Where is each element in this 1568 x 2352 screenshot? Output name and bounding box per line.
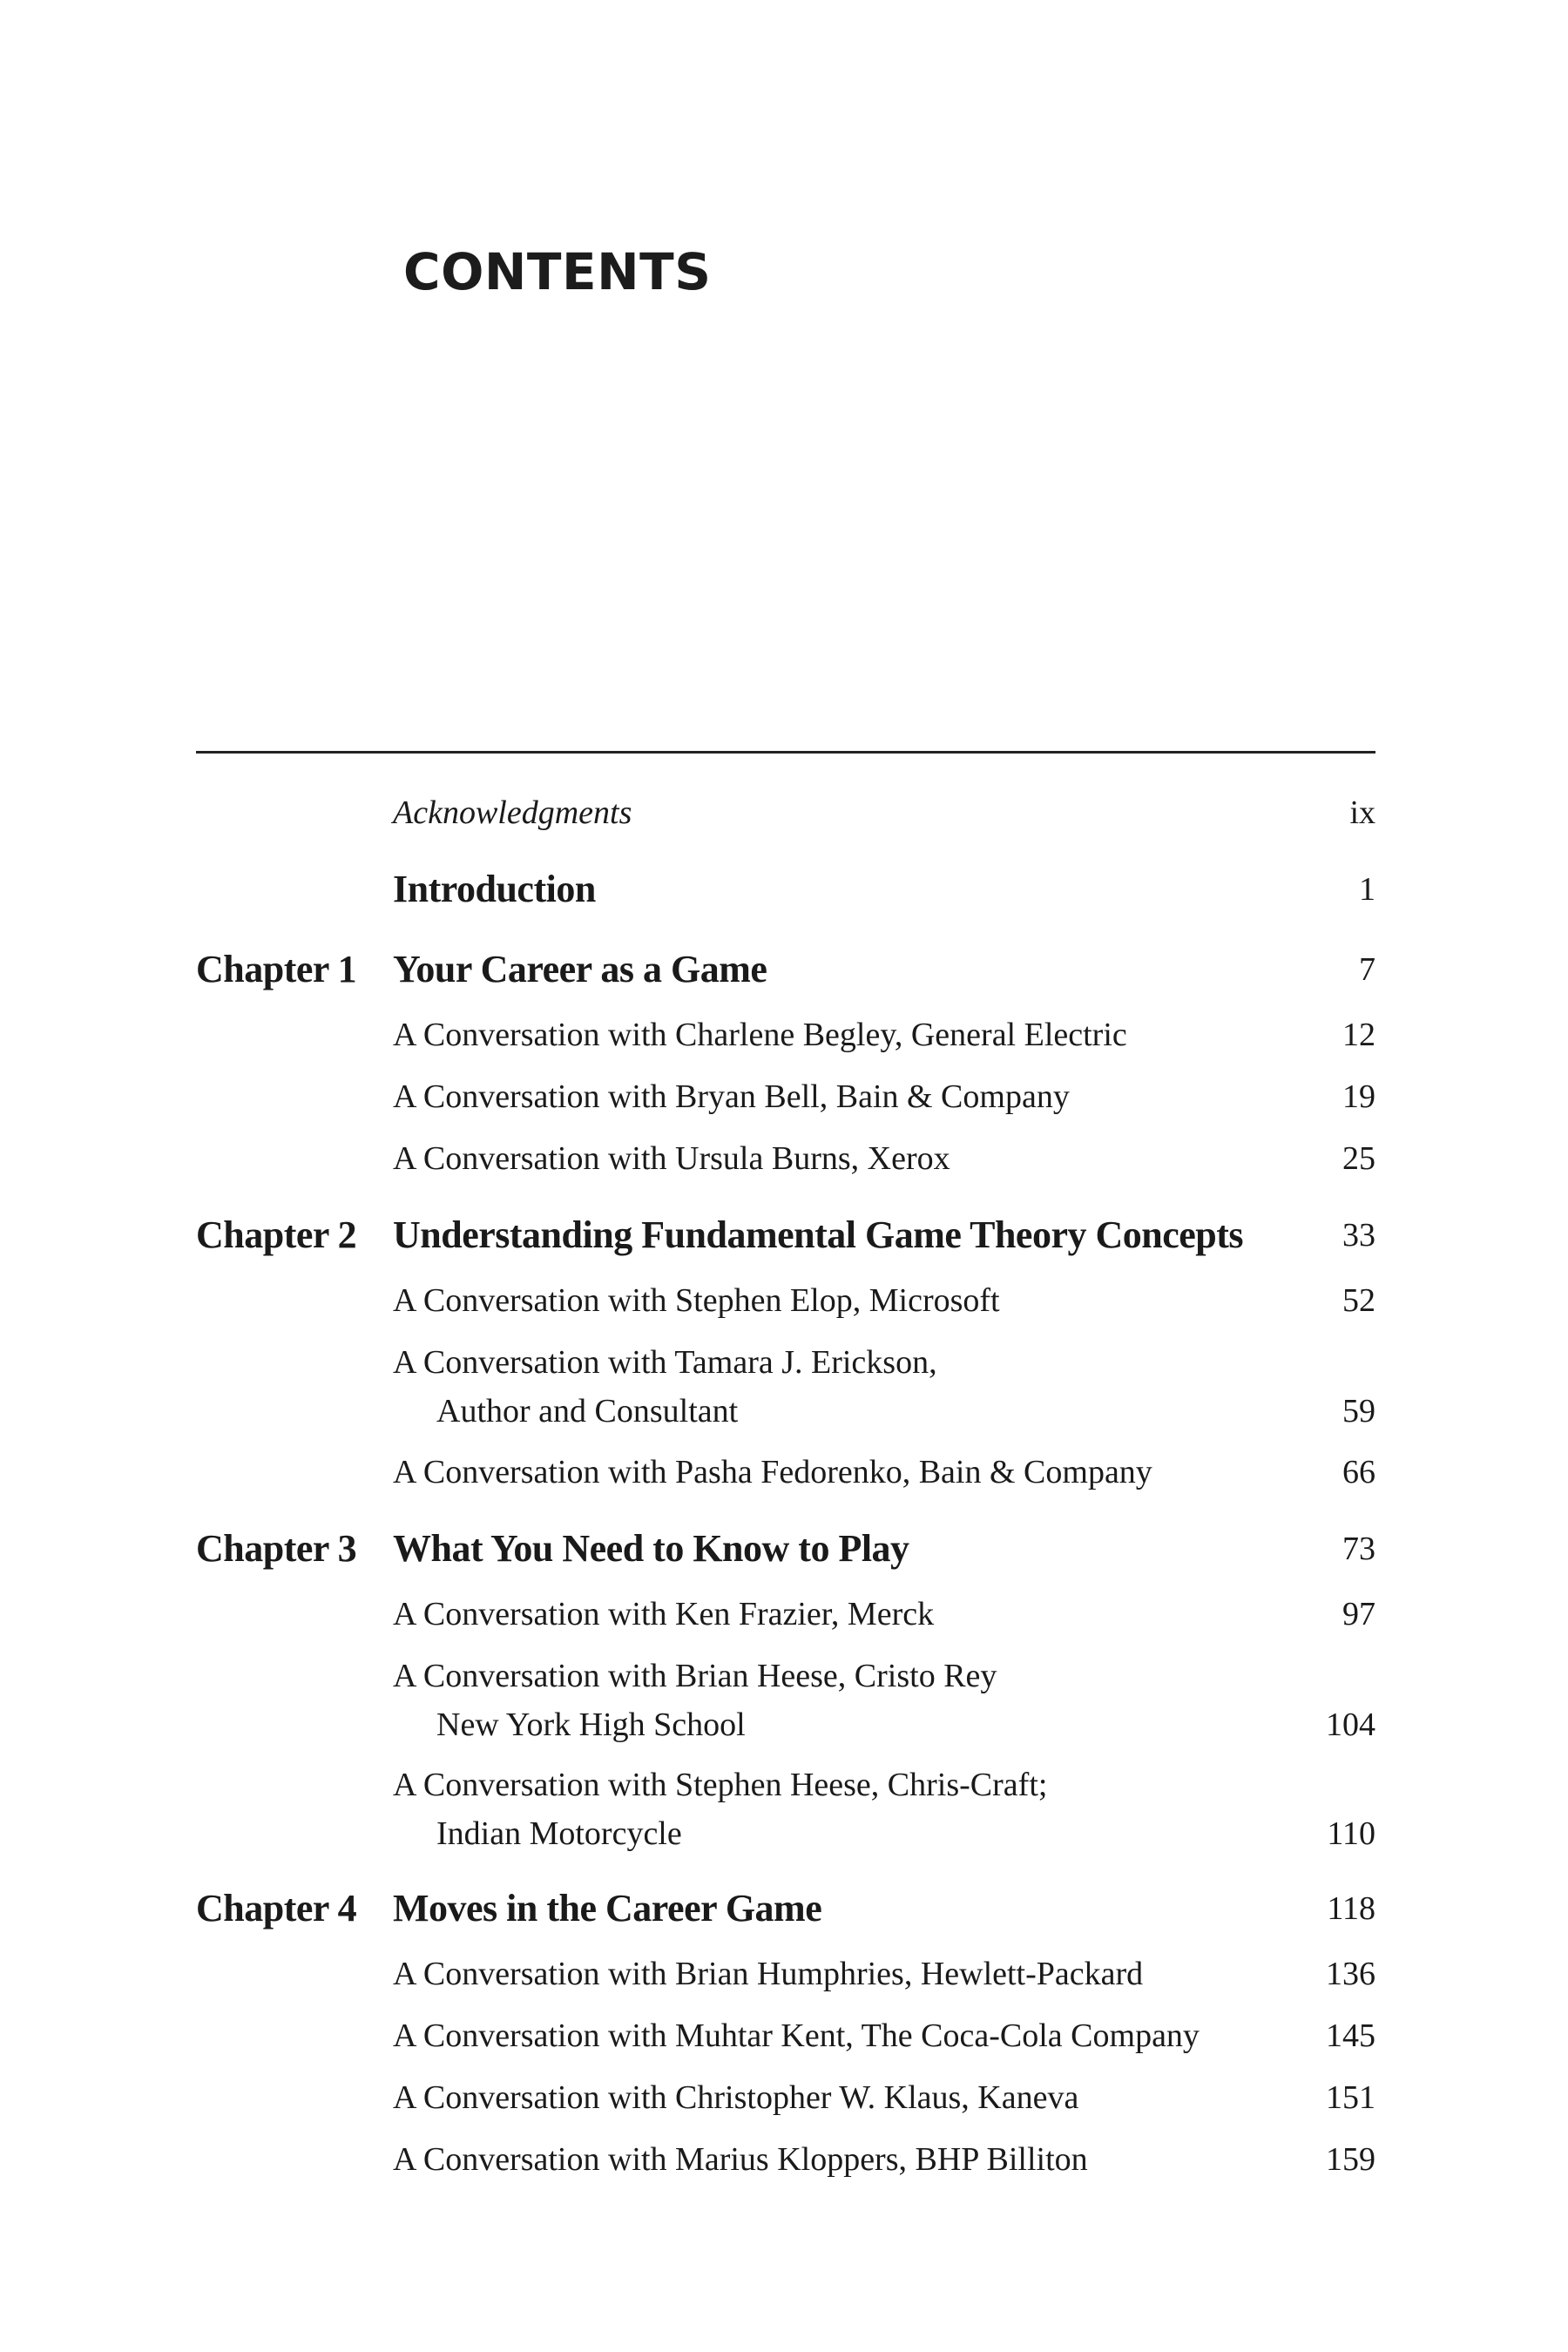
conversation-title: A Conversation with Marius Kloppers, BHP Billiton xyxy=(393,2141,1088,2178)
toc-page-number: 7 xyxy=(1359,951,1375,988)
toc-page-number: 59 xyxy=(1342,1393,1375,1429)
toc-page-number: 19 xyxy=(1342,1078,1375,1115)
toc-page-number: 118 xyxy=(1327,1890,1375,1927)
chapter-title: Moves in the Career Game xyxy=(393,1887,822,1930)
toc-page-number: 66 xyxy=(1342,1454,1375,1490)
toc-divider xyxy=(196,751,1375,754)
conversation-title-continuation: New York High School xyxy=(436,1707,746,1743)
chapter-label: Chapter 1 xyxy=(196,948,357,990)
toc-page-number: 104 xyxy=(1326,1707,1375,1743)
chapter-title: What You Need to Know to Play xyxy=(393,1527,909,1570)
conversation-title: A Conversation with Ken Frazier, Merck xyxy=(393,1596,935,1632)
chapter-label: Chapter 3 xyxy=(196,1527,357,1570)
chapter-label: Chapter 4 xyxy=(196,1887,357,1930)
toc-page-number: 73 xyxy=(1342,1531,1375,1567)
toc-conversation-entry[interactable] xyxy=(0,1338,1568,1436)
toc-page-number: 110 xyxy=(1327,1815,1375,1852)
toc-conversation-entry[interactable] xyxy=(0,1761,1568,1858)
toc-page-number: ix xyxy=(1349,794,1375,831)
toc-page-number: 52 xyxy=(1342,1282,1375,1319)
toc-page-number: 33 xyxy=(1342,1217,1375,1254)
toc-conversation-entry[interactable] xyxy=(0,1652,1568,1749)
conversation-title: A Conversation with Muhtar Kent, The Coca-Cola Company xyxy=(393,2017,1200,2054)
conversation-title: A Conversation with Pasha Fedorenko, Bain & Company xyxy=(393,1454,1152,1490)
toc-page-number: 159 xyxy=(1326,2141,1375,2178)
page-title: CONTENTS xyxy=(403,242,712,301)
conversation-title xyxy=(393,1338,937,1436)
toc-page-number: 97 xyxy=(1342,1596,1375,1632)
toc-page-number: 145 xyxy=(1326,2017,1375,2054)
chapter-title: Understanding Fundamental Game Theory Concepts xyxy=(393,1213,1244,1256)
conversation-title: A Conversation with Charlene Begley, General Electric xyxy=(393,1017,1127,1053)
toc-page-number: 25 xyxy=(1342,1140,1375,1177)
toc-page-number: 12 xyxy=(1342,1017,1375,1053)
toc-entry-title: Acknowledgments xyxy=(393,794,632,831)
conversation-title xyxy=(393,1761,1047,1858)
conversation-title-continuation: Indian Motorcycle xyxy=(436,1815,682,1852)
conversation-title-line: A Conversation with Stephen Heese, Chris-Craft; xyxy=(393,1767,1048,1803)
conversation-title: A Conversation with Brian Humphries, Hewlett-Packard xyxy=(393,1956,1144,1992)
conversation-title: A Conversation with Ursula Burns, Xerox xyxy=(393,1140,950,1177)
chapter-title: Your Career as a Game xyxy=(393,948,767,990)
chapter-label: Chapter 2 xyxy=(196,1213,357,1256)
toc-page-number: 151 xyxy=(1326,2079,1375,2116)
toc-page-number: 1 xyxy=(1359,871,1375,908)
toc-page-number: 136 xyxy=(1326,1956,1375,1992)
conversation-title-line: A Conversation with Brian Heese, Cristo Rey xyxy=(393,1658,997,1694)
toc-entry-title: Introduction xyxy=(393,868,596,910)
conversation-title-continuation: Author and Consultant xyxy=(436,1393,739,1429)
conversation-title xyxy=(393,1652,997,1749)
conversation-title: A Conversation with Bryan Bell, Bain & Company xyxy=(393,1078,1070,1115)
conversation-title: A Conversation with Christopher W. Klaus, Kaneva xyxy=(393,2079,1079,2116)
conversation-title: A Conversation with Stephen Elop, Microsoft xyxy=(393,1282,1000,1319)
conversation-title-line: A Conversation with Tamara J. Erickson, xyxy=(393,1344,937,1381)
